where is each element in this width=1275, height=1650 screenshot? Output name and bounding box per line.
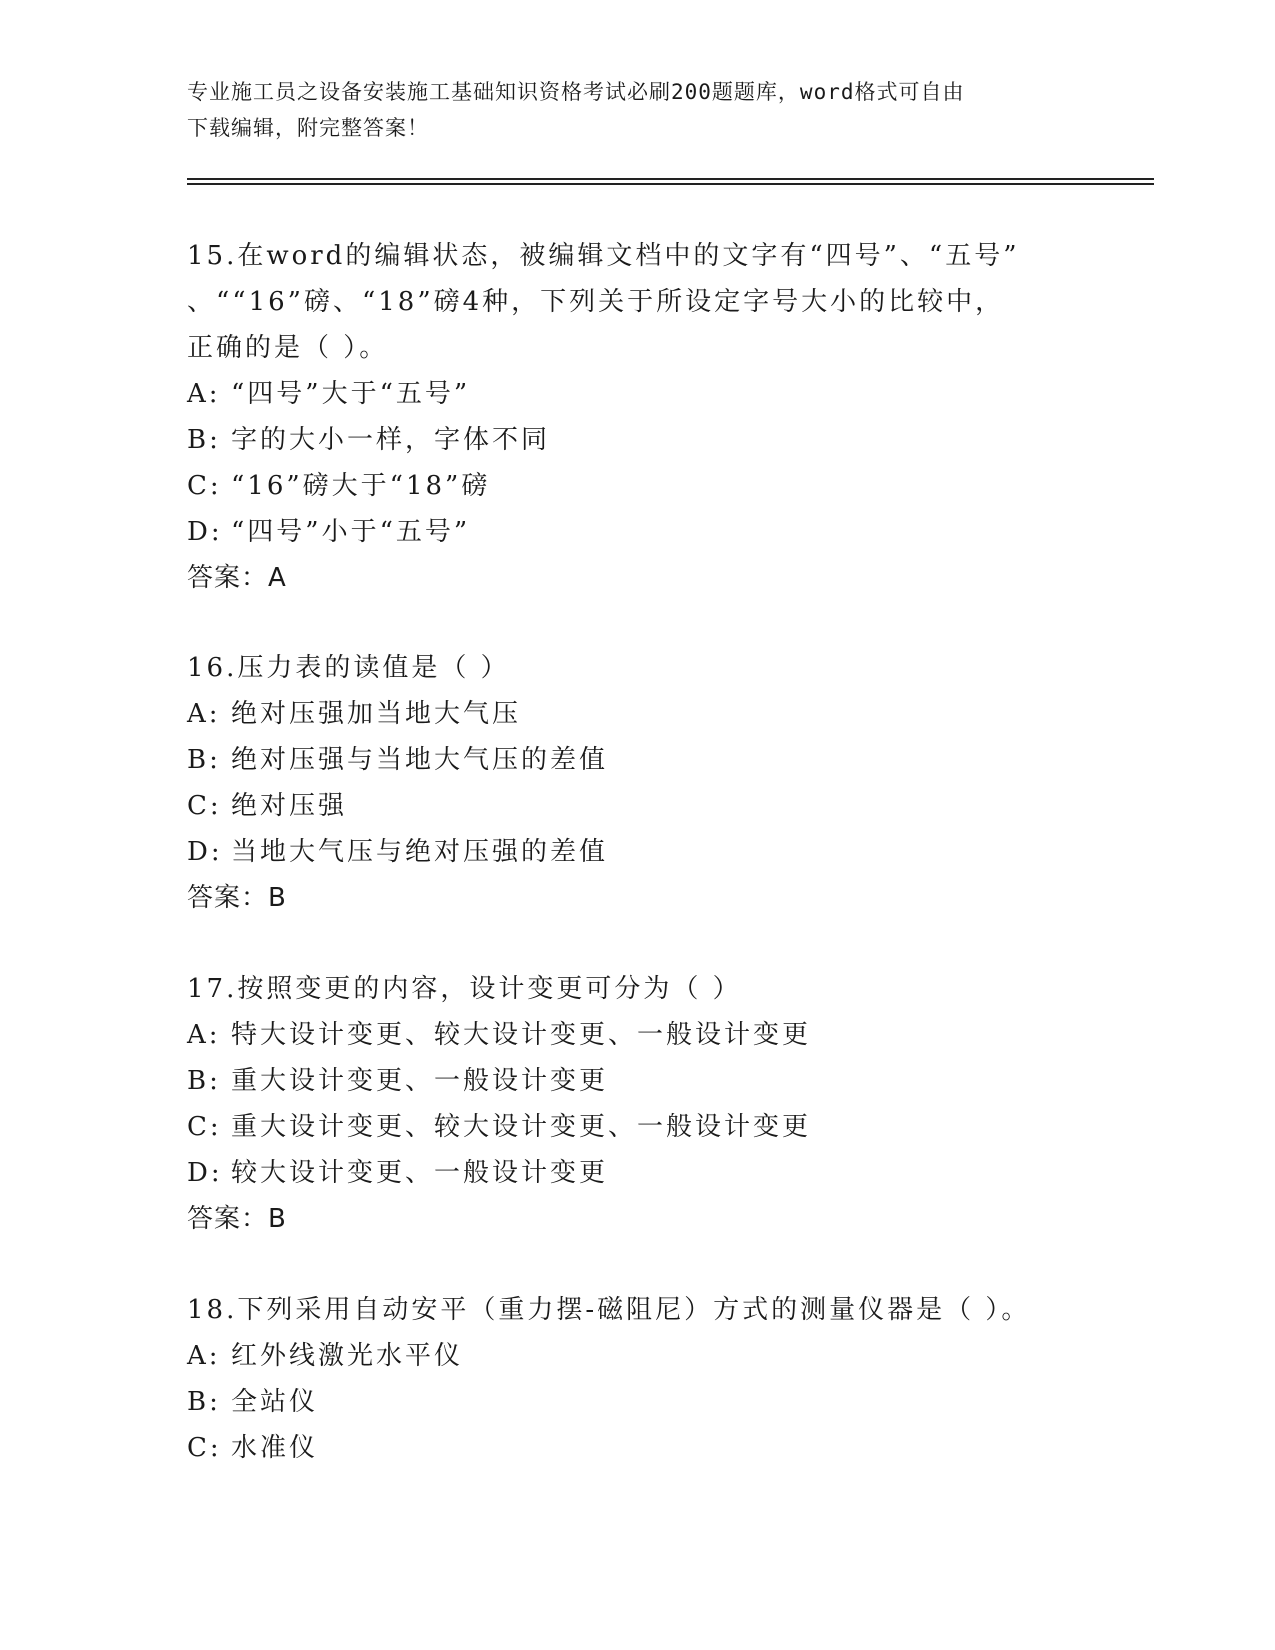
question-16 (187, 645, 1087, 921)
question-text-line: 、““16”磅、“18”磅4种，下列关于所设定字号大小的比较中， (187, 287, 1005, 317)
option-key: C: (187, 471, 222, 501)
header-line-1: 专业施工员之设备安装施工基础知识资格考试必刷200题题库，word格式可自由 (187, 80, 965, 104)
option-text: “16”磅大于“18”磅 (231, 471, 491, 501)
option-c (187, 1104, 1087, 1150)
option-b (187, 417, 1087, 463)
header-divider-top (187, 178, 1154, 180)
option-key: A: (187, 1020, 221, 1050)
option-c (187, 463, 1087, 509)
option-b (187, 1058, 1087, 1104)
option-d (187, 829, 1087, 875)
option-text: 重大设计变更、一般设计变更 (231, 1066, 609, 1096)
option-key: C: (187, 1433, 222, 1463)
question-18 (187, 1287, 1087, 1471)
option-a (187, 371, 1087, 417)
answer-label: 答案：B (187, 883, 287, 913)
option-text: 特大设计变更、较大设计变更、一般设计变更 (231, 1020, 812, 1050)
option-text: 字的大小一样，字体不同 (231, 425, 551, 455)
option-d (187, 509, 1087, 555)
option-text: 全站仪 (231, 1387, 319, 1417)
option-b (187, 1379, 1087, 1425)
option-key: C: (187, 1112, 222, 1142)
question-text-line: 18.下列采用自动安平（重力摆-磁阻尼）方式的测量仪器是（ ）。 (187, 1295, 1031, 1325)
option-key: D: (187, 517, 223, 547)
option-text: “四号”大于“五号” (231, 379, 471, 409)
option-text: 绝对压强加当地大气压 (231, 699, 522, 729)
question-text-line: 15.在word的编辑状态，被编辑文档中的文字有“四号”、“五号” (187, 241, 1020, 271)
option-key: D: (187, 1158, 223, 1188)
answer-label: 答案：A (187, 563, 287, 593)
option-key: B: (187, 1066, 221, 1096)
option-text: 绝对压强与当地大气压的差值 (231, 745, 609, 775)
option-c (187, 1425, 1087, 1471)
option-key: D: (187, 837, 223, 867)
option-text: “四号”小于“五号” (231, 517, 471, 547)
option-text: 当地大气压与绝对压强的差值 (231, 837, 609, 867)
option-text: 绝对压强 (231, 791, 348, 821)
option-text: 重大设计变更、较大设计变更、一般设计变更 (231, 1112, 812, 1142)
option-a (187, 1333, 1087, 1379)
option-text: 水准仪 (231, 1433, 319, 1463)
option-c (187, 783, 1087, 829)
option-d (187, 1150, 1087, 1196)
option-key: A: (187, 1341, 221, 1371)
option-key: A: (187, 699, 221, 729)
option-key: B: (187, 425, 221, 455)
question-text-line: 16.压力表的读值是（ ） (187, 653, 510, 683)
header-divider-bottom (187, 183, 1154, 185)
header-line-2: 下载编辑，附完整答案！ (187, 116, 429, 140)
option-key: A: (187, 379, 221, 409)
question-15 (187, 233, 1087, 601)
option-key: B: (187, 1387, 221, 1417)
option-a (187, 691, 1087, 737)
question-text-line: 17.按照变更的内容，设计变更可分为（ ） (187, 974, 742, 1004)
option-text: 红外线激光水平仪 (231, 1341, 464, 1371)
option-key: C: (187, 791, 222, 821)
option-text: 较大设计变更、一般设计变更 (231, 1158, 609, 1188)
answer-label: 答案：B (187, 1204, 287, 1234)
option-a (187, 1012, 1087, 1058)
option-b (187, 737, 1087, 783)
document-header (187, 74, 1077, 146)
question-text-line: 正确的是（ ）。 (187, 333, 389, 363)
option-key: B: (187, 745, 221, 775)
question-17 (187, 966, 1087, 1242)
